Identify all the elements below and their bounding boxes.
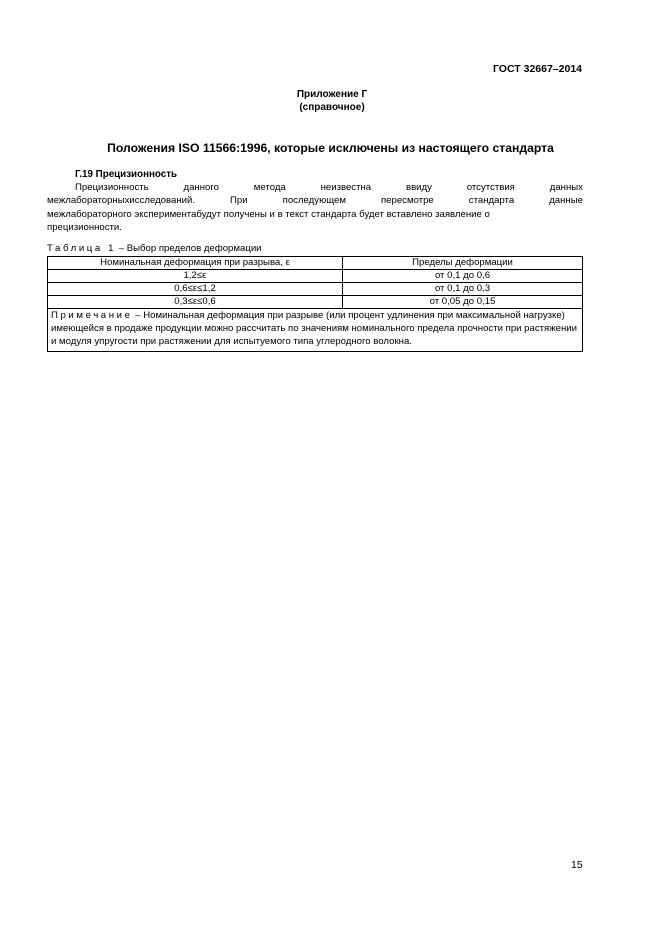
table-cell: 0,6≤ε≤1,2 (48, 283, 343, 296)
table-row (48, 283, 583, 296)
word: При (230, 195, 248, 207)
paragraph-line-1 (47, 181, 583, 194)
appendix-heading (0, 88, 661, 114)
note-label: Примечание (51, 310, 133, 321)
section-title: Г.19 Прецизионность (75, 169, 178, 180)
table-cell: 1,2≤ε (48, 270, 343, 283)
word: пересмотре (380, 195, 434, 207)
word: неизвестна (320, 182, 372, 193)
page-number: 15 (571, 859, 583, 871)
table-header-cell: Номинальная деформация при разрыва, ε (48, 257, 343, 270)
table-row (48, 270, 583, 283)
appendix-subtitle: (справочное) (299, 102, 365, 113)
table-note (48, 309, 583, 352)
word: стандарта (468, 195, 515, 207)
table-header-cell: Пределы деформации (343, 257, 583, 270)
table-cell: от 0,05 до 0,15 (343, 296, 583, 309)
section-body (47, 181, 583, 235)
word: Прецизионность (75, 182, 149, 193)
word: межлабораторныхисследований. (47, 195, 196, 207)
paragraph-line-2 (47, 194, 583, 207)
table-cell: от 0,1 до 0,6 (343, 270, 583, 283)
word: данного (183, 182, 219, 193)
table-row (48, 296, 583, 309)
word: отсутствия (466, 182, 515, 193)
table-note-row (48, 309, 583, 352)
table-cell: 0,3≤ε≤0,6 (48, 296, 343, 309)
word: ввиду (405, 182, 432, 193)
word: данные (549, 195, 583, 207)
paragraph-line-3: межлабораторного экспериментабудут получены и в текст стандарта будет вставлено заявление о (47, 208, 490, 220)
table-caption-label: Таблица 1 (47, 243, 117, 254)
table-cell: от 0,1 до 0,3 (343, 283, 583, 296)
note-text: – Номинальная деформация при разрыве (или процент удлинения при максимальной нагрузке) имеющейся в продаже продукции можно рассчитать по значениям номинального предела прочности при растяжении и модуля упругости при растяжении для испытуемого типа углеродного волокна. (51, 310, 578, 348)
word: метода (253, 182, 286, 193)
table-header-row (48, 257, 583, 270)
appendix-title: Приложение Г (296, 89, 368, 100)
table-caption-text: – Выбор пределов деформации (116, 243, 262, 254)
word: последующем (282, 195, 346, 207)
deformation-table (47, 256, 583, 352)
main-title: Положения ISO 11566:1996, которые исключены из настоящего стандарта (107, 141, 554, 155)
document-code: ГОСТ 32667–2014 (492, 63, 582, 75)
paragraph-line-4: прецизионности. (47, 222, 122, 234)
word: данных (549, 182, 583, 193)
table-caption (47, 243, 262, 254)
